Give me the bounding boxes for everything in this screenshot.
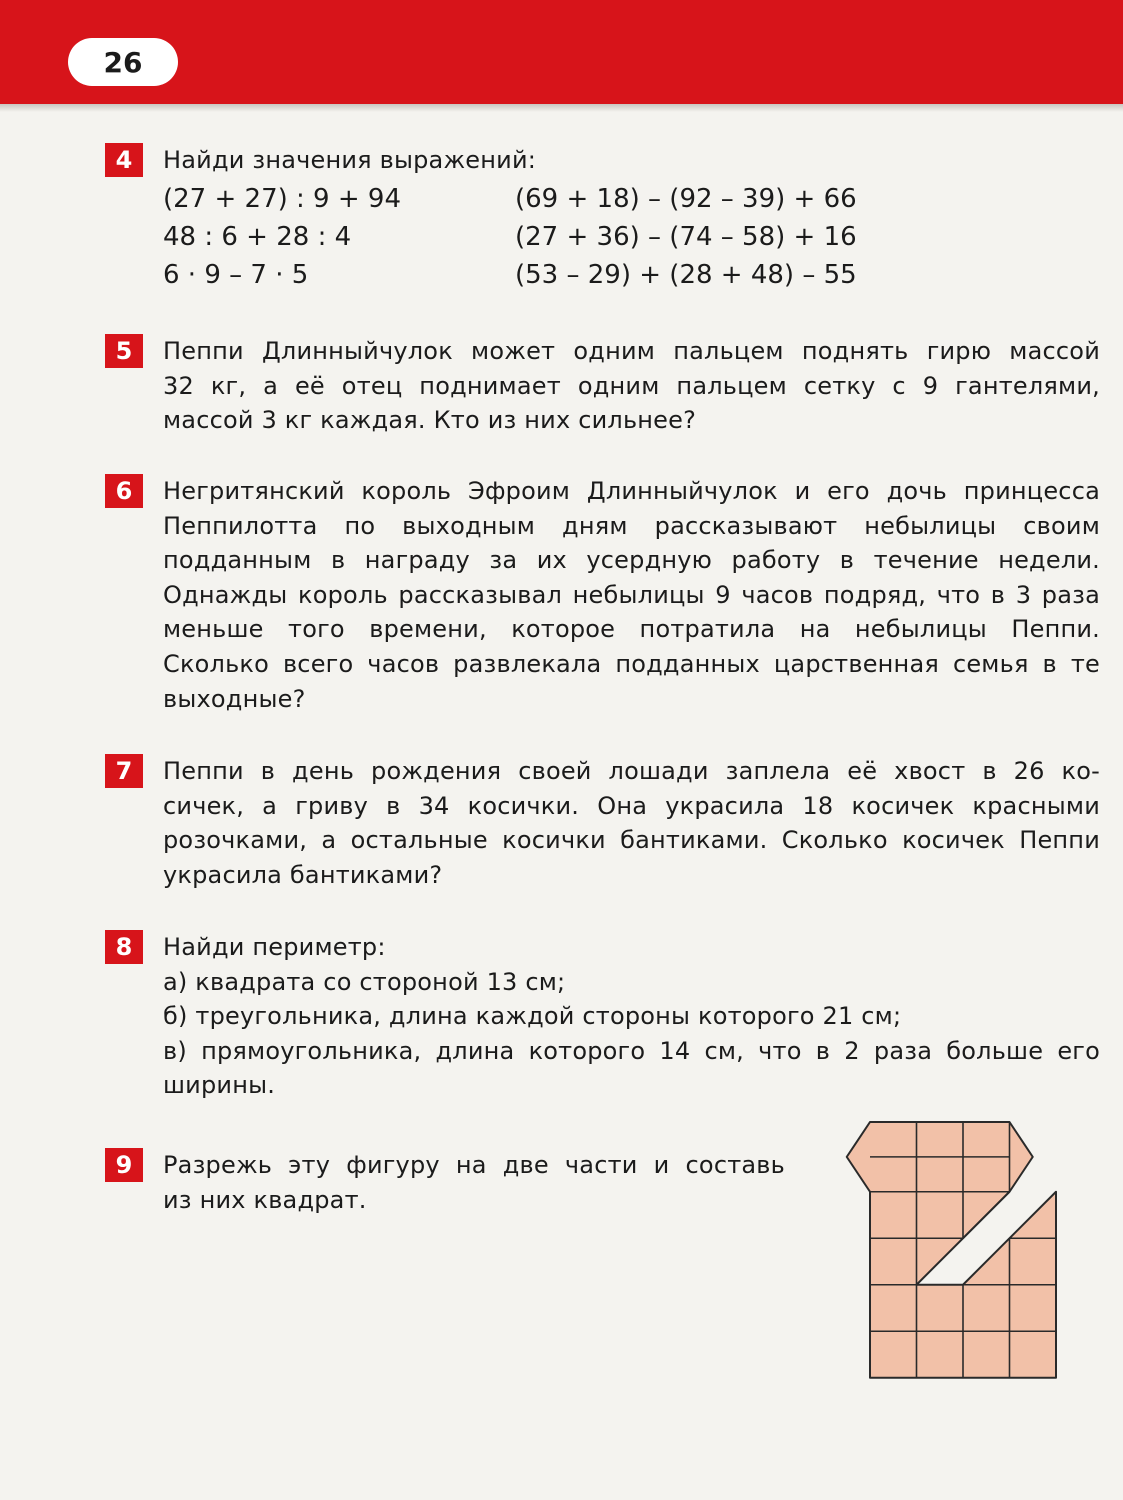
list-item: в) прямоугольника, длина которого 14 см, что в 2 раза больше его [163,1036,1100,1065]
task-text [163,334,1100,438]
task-number: 5 [105,334,143,368]
expression-grid [163,180,1100,294]
expression: (27 + 36) – (74 – 58) + 16 [515,221,857,252]
text-line: украсила бантиками? [163,860,443,889]
task-9 [105,1148,785,1217]
text-line: Пеппи Длинныйчулок может одним пальцем поднять гирю массой [163,337,1100,365]
task-number: 7 [105,754,143,788]
header-shadow [0,104,1123,112]
text-line: Сколько всего часов развлекала подданных царственная семья в те [163,649,1100,678]
page-number: 26 [68,38,178,86]
task-8 [105,930,1100,1103]
expression: (27 + 27) : 9 + 94 [163,183,401,214]
text-line: сичек, а гриву в 34 косички. Она украсила 18 косичек красными [163,791,1100,820]
task-5 [105,334,1100,438]
text-line: меньше того времени, которое потратила на небылицы Пеппи. [163,615,1100,644]
figure-grid [847,1122,1056,1378]
text-line: подданным в награду за их усердную работу в течение недели. [163,546,1100,575]
task-title: Найди значения выражений: [163,146,537,174]
text-line: 32 кг, а её отец поднимает одним пальцем сетку с 9 гантелями, [163,371,1100,400]
task-6 [105,474,1100,716]
text-line: из них квадрат. [163,1185,367,1214]
task-text [163,754,1100,892]
text-line: Негритянский король Эфроим Длинныйчулок и его дочь принцесса [163,477,1100,505]
task-number: 6 [105,474,143,508]
expression: 48 : 6 + 28 : 4 [163,221,352,252]
expression: (69 + 18) – (92 – 39) + 66 [515,183,857,214]
task-number: 9 [105,1148,143,1182]
task-number: 8 [105,930,143,964]
text-line: Пеппилотта по выходным дням рассказывают небылицы своим [163,511,1100,540]
text-line: выходные? [163,684,306,713]
task-text [163,930,1100,1103]
list-item: б) треугольника, длина каждой стороны которого 21 см; [163,1002,902,1031]
task-4 [105,143,1100,294]
task-text [163,474,1100,716]
text-line: Однажды король рассказывал небылицы 9 часов подряд, что в 3 раза [163,580,1100,609]
text-line: массой 3 кг каждая. Кто из них сильнее? [163,406,697,435]
text-line: Разрежь эту фигуру на две части и составь [163,1151,785,1179]
list-item: ширины. [163,1071,276,1100]
figure-outline [847,1122,1056,1378]
text-line: розочками, а остальные косички бантиками. Сколько косичек Пеппи [163,826,1100,855]
expression: 6 · 9 – 7 · 5 [163,259,309,290]
task-title: Найди периметр: [163,933,386,961]
cut-shape-figure [840,1118,1060,1380]
task-number: 4 [105,143,143,177]
text-line: Пеппи в день рождения своей лошади заплела её хвост в 26 ко- [163,757,1100,785]
task-7 [105,754,1100,892]
task-text [163,1148,785,1217]
expression: (53 – 29) + (28 + 48) – 55 [515,259,857,290]
list-item: а) квадрата со стороной 13 см; [163,967,566,996]
